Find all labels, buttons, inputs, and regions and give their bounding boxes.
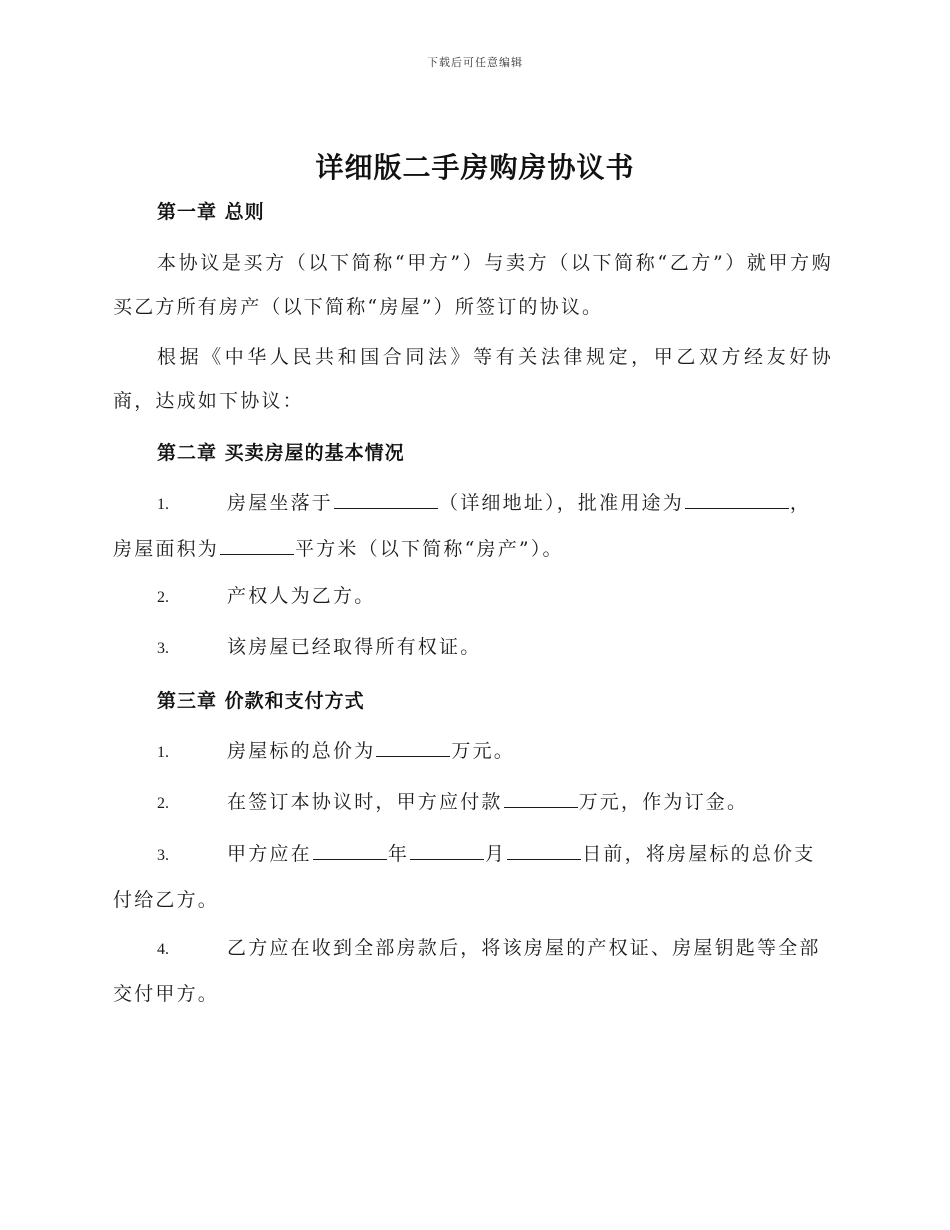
document-title: 详细版二手房购房协议书 <box>315 151 635 184</box>
item-text: 平方米（以下简称“房产”）。 <box>295 538 564 560</box>
item-text: 甲方应在 <box>227 843 312 865</box>
usage-blank[interactable] <box>685 492 789 509</box>
area-blank[interactable] <box>220 538 294 555</box>
day-blank[interactable] <box>507 843 581 860</box>
item-line <box>113 878 833 922</box>
item-number: 2. <box>157 795 169 812</box>
chapter-3-item-4 <box>113 926 833 1016</box>
chapter-1-paragraph-2 <box>113 335 833 423</box>
paragraph-text: 本协议是买方（以下简称“甲方”）与卖方（以下简称“乙方”）就甲方购买乙方所有房产（以下简称“房屋”）所签订的协议。 <box>113 252 833 318</box>
total-price-blank[interactable] <box>376 740 450 757</box>
item-line <box>113 972 833 1016</box>
item-line <box>113 780 833 826</box>
item-text: 乙方应在收到全部房款后，将该房屋的产权证、房屋钥匙等全部 <box>227 937 821 959</box>
chapter-2-heading: 第二章 买卖房屋的基本情况 <box>157 442 405 464</box>
item-text: 房屋面积为 <box>113 538 220 560</box>
item-text: （详细地址），批准用途为 <box>439 492 684 514</box>
item-text: 房屋坐落于 <box>227 492 334 514</box>
item-text: 月 <box>485 843 507 865</box>
deposit-blank[interactable] <box>504 791 578 808</box>
item-number: 4. <box>157 941 169 958</box>
item-number: 3. <box>157 847 169 864</box>
item-line <box>113 729 833 775</box>
item-number: 1. <box>157 496 169 513</box>
item-number: 3. <box>157 640 169 657</box>
address-blank[interactable] <box>334 492 438 509</box>
month-blank[interactable] <box>410 843 484 860</box>
chapter-2-item-1 <box>113 481 833 571</box>
chapter-1-heading: 第一章 总则 <box>157 201 265 223</box>
item-text: 年 <box>387 843 410 865</box>
item-text: 产权人为乙方。 <box>227 585 376 607</box>
item-line <box>113 625 833 671</box>
item-line <box>113 926 833 972</box>
item-number: 2. <box>157 589 169 606</box>
paragraph-text: 根据《中华人民共和国合同法》等有关法律规定，甲乙双方经友好协商，达成如下协议： <box>113 346 833 412</box>
item-line <box>113 574 833 620</box>
item-text: 万元，作为订金。 <box>578 791 749 813</box>
item-line <box>113 481 833 527</box>
chapter-2-item-3 <box>113 625 833 671</box>
chapter-3-item-1 <box>113 729 833 775</box>
item-text: 日前，将房屋标的总价支 <box>582 843 816 865</box>
item-text: 房屋标的总价为 <box>227 740 376 762</box>
item-line <box>113 832 833 878</box>
chapter-1-paragraph-1 <box>113 241 833 329</box>
chapter-2-item-2 <box>113 574 833 620</box>
item-text: 该房屋已经取得所有权证。 <box>227 636 482 658</box>
item-text: 付给乙方。 <box>113 889 220 911</box>
item-text: ， <box>789 492 812 514</box>
header-note: 下载后可任意编辑 <box>427 56 523 69</box>
item-text: 万元。 <box>451 740 516 762</box>
item-line <box>113 527 833 571</box>
item-text: 在签订本协议时，甲方应付款 <box>227 791 503 813</box>
chapter-3-heading: 第三章 价款和支付方式 <box>157 690 365 712</box>
item-number: 1. <box>157 744 169 761</box>
chapter-3-item-2 <box>113 780 833 826</box>
year-blank[interactable] <box>313 843 387 860</box>
chapter-3-item-3 <box>113 832 833 922</box>
item-text: 交付甲方。 <box>113 983 220 1005</box>
